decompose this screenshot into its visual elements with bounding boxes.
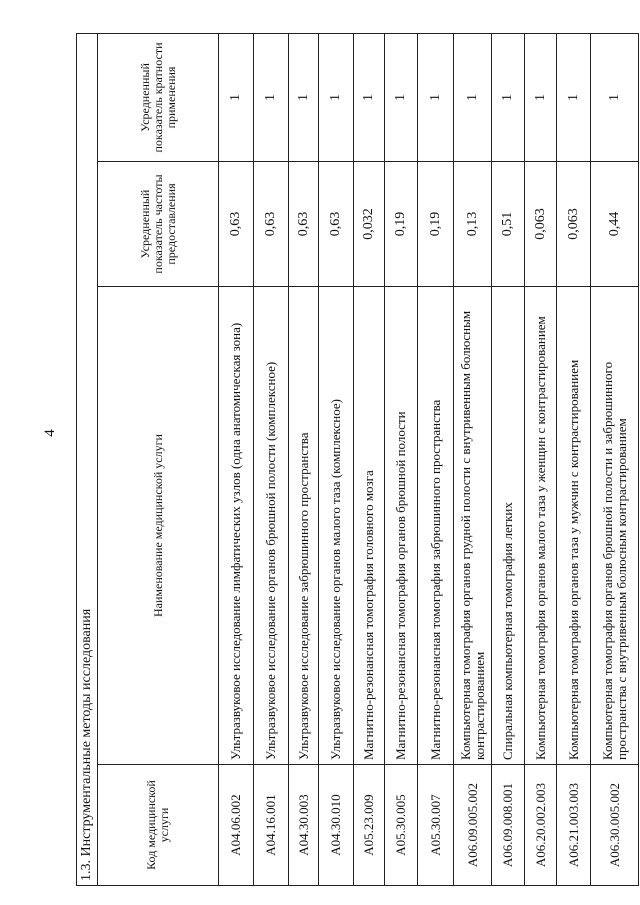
section-title-row [77,33,98,885]
multiplicity-value: 1 [525,33,557,161]
multiplicity-value: 1 [354,33,385,161]
service-code: A06.09.008.001 [492,765,525,886]
header-name: Наименование медицинской услуги [98,287,219,765]
service-code: A04.30.003 [289,765,319,886]
service-name: Компьютерная томография органов таза у мужчин с контрастированием [557,287,591,765]
frequency-value: 0,63 [289,162,319,287]
services-table-rotated [76,34,638,886]
table-row [492,33,525,885]
table-row [418,33,454,885]
service-name: Магнитно-резонансная томография забрюшинного пространства [418,287,454,765]
header-frequency: Усредненный показатель частоты предоставления [98,162,219,287]
multiplicity-value: 1 [492,33,525,161]
multiplicity-value: 1 [254,33,289,161]
table-row [354,33,385,885]
multiplicity-value: 1 [454,33,492,161]
service-name: Компьютерная томография органов брюшной полости и забрюшинного пространства с внутривенным болюсным контрастированием [591,287,639,765]
multiplicity-value: 1 [418,33,454,161]
frequency-value: 0,63 [219,162,254,287]
service-name: Компьютерная томография органов малого таза у женщин с контрастированием [525,287,557,765]
table-row [525,33,557,885]
frequency-value: 0,063 [557,162,591,287]
frequency-value: 0,63 [254,162,289,287]
frequency-value: 0,19 [385,162,418,287]
service-code: A05.30.005 [385,765,418,886]
frequency-value: 0,032 [354,162,385,287]
service-name: Ультразвуковое исследование лимфатических узлов (одна анатомическая зона) [219,287,254,765]
multiplicity-value: 1 [289,33,319,161]
table-row [454,33,492,885]
service-code: A06.09.005.002 [454,765,492,886]
service-code: A04.16.001 [254,765,289,886]
multiplicity-value: 1 [591,33,639,161]
table-row [385,33,418,885]
service-code: A05.23.009 [354,765,385,886]
table-row [557,33,591,885]
service-code: A04.06.002 [219,765,254,886]
page-number: 4 [42,429,58,437]
frequency-value: 0,63 [319,162,354,287]
header-code: Код медицинской услуги [98,765,219,886]
table-row [219,33,254,885]
service-code: A04.30.010 [319,765,354,886]
frequency-value: 0,13 [454,162,492,287]
table-row [591,33,639,885]
service-name: Ультразвуковое исследование органов малого таза (комплексное) [319,287,354,765]
service-name: Ультразвуковое исследование забрюшинного пространства [289,287,319,765]
frequency-value: 0,19 [418,162,454,287]
header-row [98,33,219,885]
service-code: A05.30.007 [418,765,454,886]
multiplicity-value: 1 [219,33,254,161]
service-name: Компьютерная томография органов грудной полости с внутривенным болюсным контрастированием [454,287,492,765]
table-row [254,33,289,885]
multiplicity-value: 1 [319,33,354,161]
table-row [289,33,319,885]
service-name: Магнитно-резонансная томография органов брюшной полости [385,287,418,765]
frequency-value: 0,51 [492,162,525,287]
services-table [76,33,639,886]
service-name: Ультразвуковое исследование органов брюшной полости (комплексное) [254,287,289,765]
frequency-value: 0,44 [591,162,639,287]
table-row [319,33,354,885]
frequency-value: 0,063 [525,162,557,287]
multiplicity-value: 1 [385,33,418,161]
multiplicity-value: 1 [557,33,591,161]
service-name: Спиральная компьютерная томография легких [492,287,525,765]
service-code: A06.30.005.002 [591,765,639,886]
section-title: 1.3. Инструментальные методы исследования [77,33,98,885]
service-name: Магнитно-резонансная томография головного мозга [354,287,385,765]
service-code: A06.21.003.003 [557,765,591,886]
service-code: A06.20.002.003 [525,765,557,886]
header-multiplicity: Усредненный показатель кратности применения [98,33,219,161]
